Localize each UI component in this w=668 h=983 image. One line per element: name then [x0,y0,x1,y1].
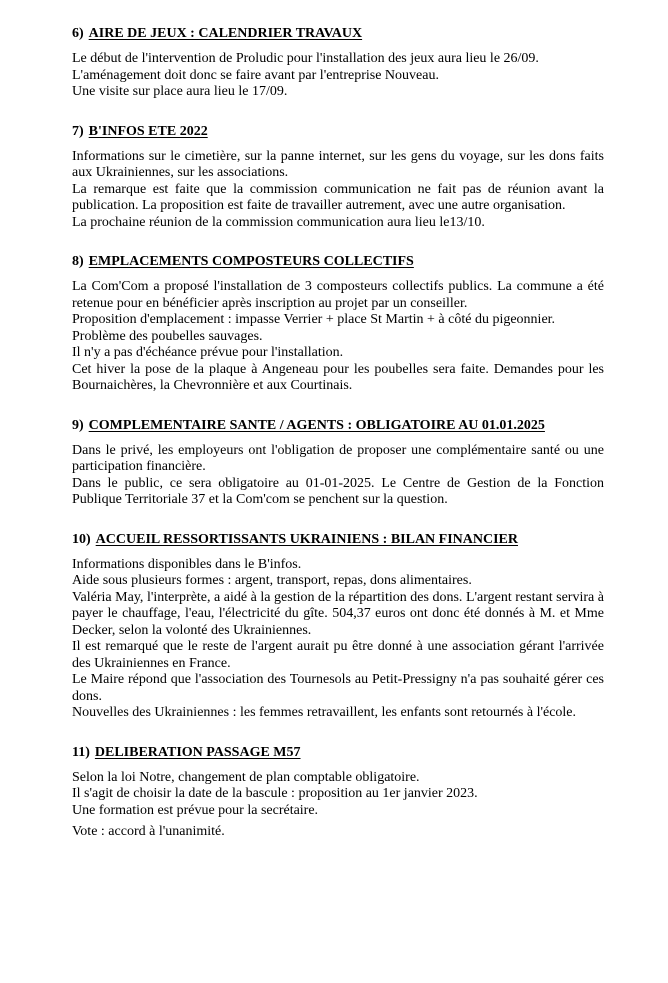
section-heading [72,417,604,435]
section-binfos-ete [72,123,604,232]
section-title: ACCUEIL RESSORTISSANTS UKRAINIENS : BILAN FINANCIER [95,531,519,547]
paragraph: Une visite sur place aura lieu le 17/09. [72,84,288,99]
section-aire-de-jeux [72,25,604,101]
paragraph: Informations disponibles dans le B'infos. [72,556,302,572]
section-heading [72,123,604,141]
section-number: 7) [72,123,84,139]
section-title: EMPLACEMENTS COMPOSTEURS COLLECTIFS [88,254,414,269]
paragraph: La remarque est faite que la commission communication ne fait pas de réunion avant la publication. La proposition est faite de travailler autrement, avec une autre organisation. [72,181,604,213]
section-body [72,443,604,509]
paragraph: Dans le privé, les employeurs ont l'obligation de proposer une complémentaire santé ou une participation financière. [72,442,604,474]
section-title: B'INFOS ETE 2022 [88,123,208,139]
section-body [72,149,604,232]
section-number: 8) [72,254,84,269]
paragraph: Le Maire répond que l'association des Tournesols au Petit-Pressigny n'a pas souhaité gérer ces dons. [72,672,604,704]
paragraph: La prochaine réunion de la commission communication aura lieu le13/10. [72,214,485,230]
section-number: 9) [72,417,84,433]
paragraph: Proposition d'emplacement : impasse Verrier + place St Martin + à côté du pigeonnier. [72,312,556,327]
paragraph: Aide sous plusieurs formes : argent, transport, repas, dons alimentaires. [72,573,472,588]
paragraph: Problème des poubelles sauvages. [72,328,263,344]
paragraph: L'aménagement doit donc se faire avant par l'entreprise Nouveau. [72,67,439,83]
section-body [72,51,604,101]
paragraph: Dans le public, ce sera obligatoire au 01-01-2025. Le Centre de Gestion de la Fonction Publique Territoriale 37 et la Com'com se penchent sur la question. [72,475,604,507]
section-body [72,557,604,722]
paragraph: Informations sur le cimetière, sur la panne internet, sur les gens du voyage, sur les dons faits aux Ukrainiennes, sur les associations. [72,148,604,180]
paragraph: Une formation est prévue pour la secrétaire. [72,802,319,818]
section-number: 6) [72,26,84,41]
paragraph: Nouvelles des Ukrainiennes : les femmes retravaillent, les enfants sont retournés à l'école. [72,705,577,720]
section-body [72,770,604,841]
paragraph: Il n'y a pas d'échéance prévue pour l'installation. [72,345,344,360]
paragraph: Selon la loi Notre, changement de plan comptable obligatoire. [72,769,420,785]
paragraph: Le début de l'intervention de Proludic pour l'installation des jeux aura lieu le 26/09. [72,51,539,66]
paragraph: Valéria May, l'interprète, a aidé à la gestion de la répartition des dons. L'argent restant servira à payer le chauffage, l'eau, l'électricité du gîte. 504,37 euros ont donc été donnés à M. et Mme Decker, selon la volonté des Ukrainiennes. [72,589,604,638]
paragraph: Cet hiver la pose de la plaque à Angeneau pour les poubelles sera faite. Demandes pour les Bournaichères, la Chevronnière et aux Courtinais. [72,361,604,393]
section-title: AIRE DE JEUX : CALENDRIER TRAVAUX [88,26,363,41]
document-page [72,25,604,841]
paragraph: Il s'agit de choisir la date de la bascule : proposition au 1er janvier 2023. [72,786,478,801]
vote-result: Vote : accord à l'unanimité. [72,824,225,839]
section-complementaire-sante [72,417,604,509]
paragraph: La Com'Com a proposé l'installation de 3 composteurs collectifs publics. La commune a été retenue pour en bénéficier après inscription au projet par un conseiller. [72,279,604,311]
section-heading [72,531,604,549]
paragraph: Il est remarqué que le reste de l'argent aurait pu être donné à une association gérant l'arrivée des Ukrainiennes en France. [72,639,604,671]
section-title: COMPLEMENTAIRE SANTE / AGENTS : OBLIGATOIRE AU 01.01.2025 [88,417,545,433]
section-heading [72,744,604,762]
section-number: 10) [72,531,91,547]
section-title: DELIBERATION PASSAGE M57 [94,744,301,760]
section-accueil-ukrainiens [72,531,604,722]
section-number: 11) [72,744,90,760]
section-deliberation-m57 [72,744,604,841]
section-heading [72,253,604,271]
section-heading [72,25,604,43]
section-body [72,279,604,395]
section-composteurs [72,253,604,395]
